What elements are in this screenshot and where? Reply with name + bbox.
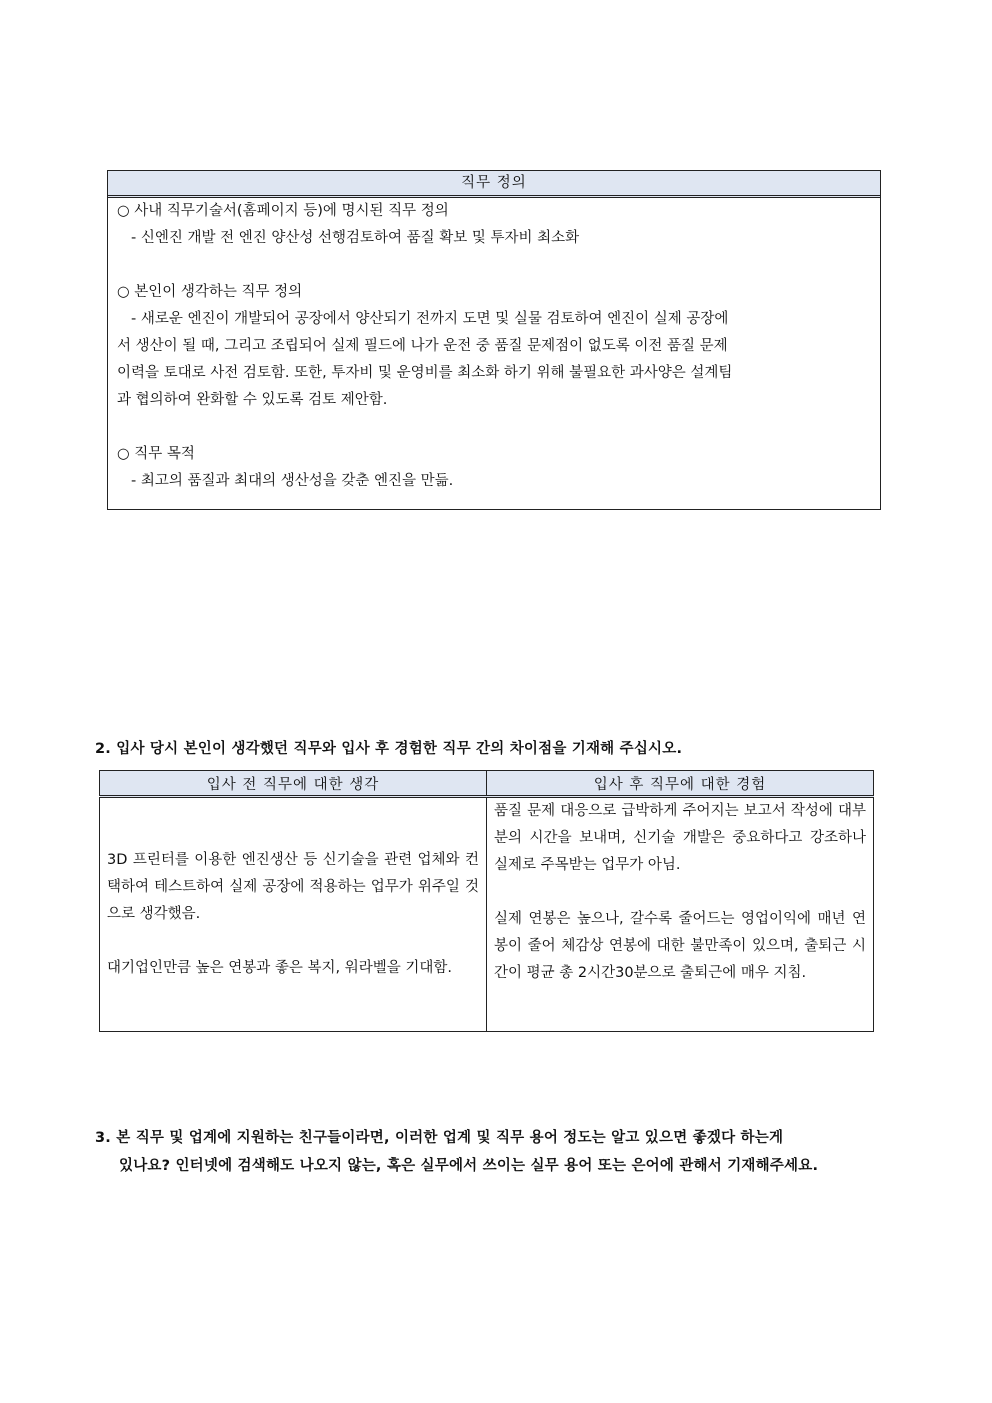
job-definition-header: 직무 정의: [108, 171, 880, 198]
after-paragraph: 품질 문제 대응으로 급박하게 주어지는 보고서 작성에 대부분의 시간을 보내며, 신기술 개발은 중요하다고 강조하나 실제로 주목받는 업무가 아님.: [494, 803, 866, 873]
after-paragraph: 실제 연봉은 높으나, 갈수록 줄어드는 영업이익에 매년 연봉이 줄어 체감상 연봉에 대한 불만족이 있으며, 출퇴근 시간이 평균 총 2시간30분으로 출퇴근에 매우 지침.: [494, 911, 866, 981]
job-definition-body: [108, 198, 880, 495]
section-body-personal-line: 이력을 토대로 사전 검토함. 또한, 투자비 및 운영비를 최소화 하기 위해 불필요한 과사양은 설계팀: [117, 365, 733, 381]
section-title-purpose: ○ 직무 목적: [117, 446, 195, 462]
section-title-official: ○ 사내 직무기술서(홈페이지 등)에 명시된 직무 정의: [117, 203, 449, 219]
section-body-personal-line: 서 생산이 될 때, 그리고 조립되어 실제 필드에 나가 운전 중 품질 문제점이 없도록 이전 품질 문제: [117, 338, 728, 354]
section-body-official: - 신엔진 개발 전 엔진 양산성 선행검토하여 품질 확보 및 투자비 최소화: [131, 230, 580, 246]
section-body-personal-line: - 새로운 엔진이 개발되어 공장에서 양산되기 전까지 도면 및 실물 검토하여 엔진이 실제 공장에: [131, 311, 729, 327]
question-3-line: 있나요? 인터넷에 검색해도 나오지 않는, 혹은 실무에서 쓰이는 실무 용어 또는 은어에 관해서 기재해주세요.: [119, 1158, 819, 1174]
column-header-before: 입사 전 직무에 대한 생각: [100, 771, 487, 797]
job-definition-box: [107, 170, 881, 510]
section-body-purpose: - 최고의 품질과 최대의 생산성을 갖춘 엔진을 만듦.: [131, 473, 454, 489]
after-cell: [487, 797, 874, 1032]
job-comparison-table: [99, 770, 874, 1032]
before-cell: [100, 797, 487, 1032]
section-title-personal: ○ 본인이 생각하는 직무 정의: [117, 284, 303, 300]
question-2: 2. 입사 당시 본인이 생각했던 직무와 입사 후 경험한 직무 간의 차이점을 기재해 주십시오.: [95, 741, 683, 757]
before-paragraph: 대기업인만큼 높은 연봉과 좋은 복지, 워라벨을 기대함.: [107, 960, 453, 976]
section-body-personal-line: 과 협의하여 완화할 수 있도록 검토 제안함.: [117, 392, 388, 408]
question-3: [95, 1124, 905, 1180]
question-3-line: 3. 본 직무 및 업계에 지원하는 친구들이라면, 이러한 업계 및 직무 용어 정도는 알고 있으면 좋겠다 하는게: [95, 1130, 784, 1146]
before-paragraph: 3D 프린터를 이용한 엔진생산 등 신기술을 관련 업체와 컨택하여 테스트하여 실제 공장에 적용하는 업무가 위주일 것으로 생각했음.: [107, 852, 479, 922]
column-header-after: 입사 후 직무에 대한 경험: [487, 771, 874, 797]
